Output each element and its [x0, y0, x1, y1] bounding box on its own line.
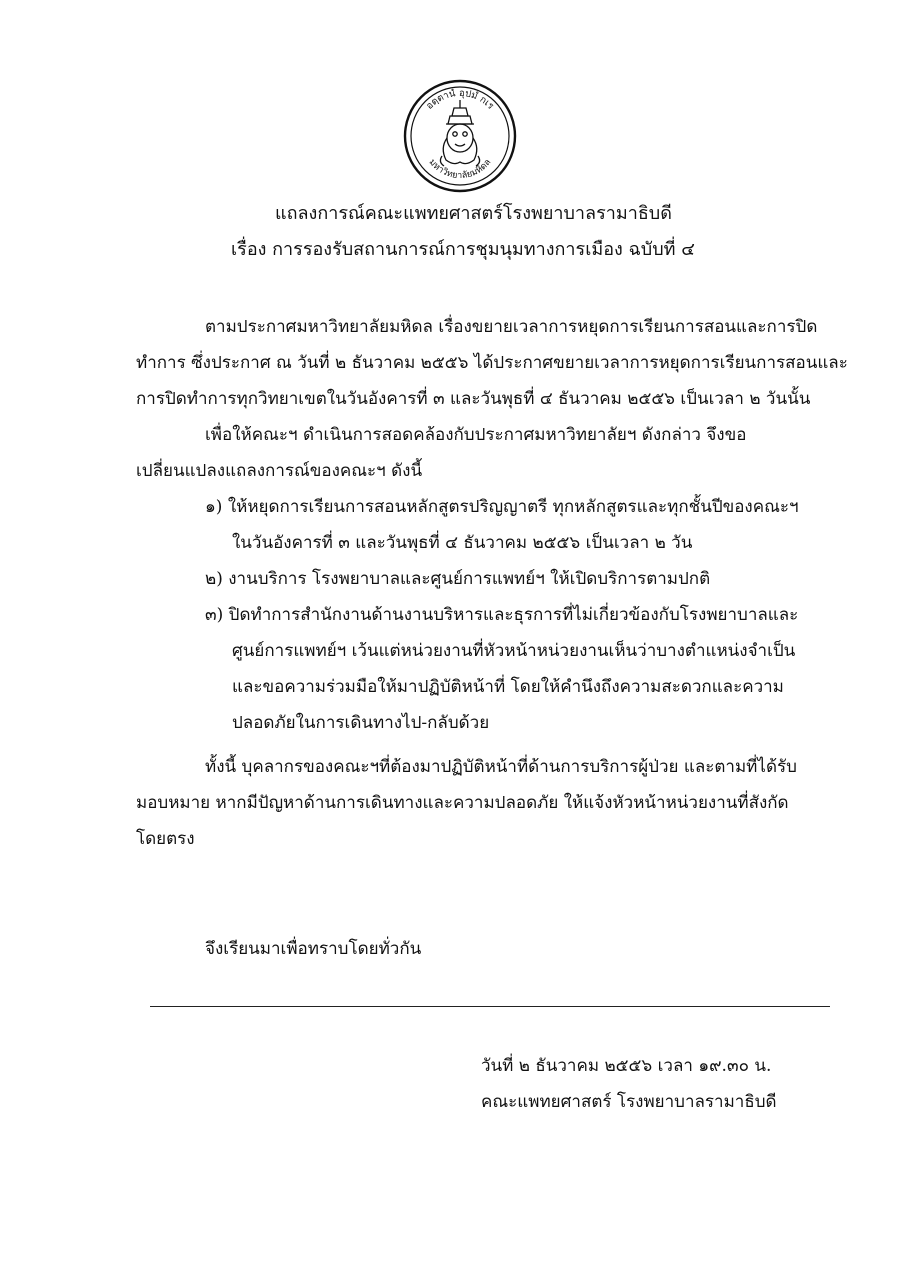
mahidol-university-seal: [402, 78, 518, 194]
closing-line: จึงเรียนมาเพื่อทราบโดยทั่วกัน: [205, 939, 422, 959]
list-item-3-line2: ศูนย์การแพทย์ฯ เว้นแต่หน่วยงานที่หัวหน้าหน่วยงานเห็นว่าบางตำแหน่งจำเป็น: [232, 641, 796, 661]
paragraph1-line2: ทำการ ซึ่งประกาศ ณ วันที่ ๒ ธันวาคม ๒๕๕๖ ได้ประกาศขยายเวลาการหยุดการเรียนการสอนและ: [136, 353, 848, 373]
paragraph3-line2: มอบหมาย หากมีปัญหาด้านการเดินทางและความปลอดภัย ให้แจ้งหัวหน้าหน่วยงานที่สังกัด: [136, 793, 789, 813]
announcement-title: แถลงการณ์คณะแพทยศาสตร์โรงพยาบาลรามาธิบดี: [275, 203, 672, 224]
paragraph1-line1: ตามประกาศมหาวิทยาลัยมหิดล เรื่องขยายเวลาการหยุดการเรียนการสอนและการปิด: [205, 317, 818, 337]
divider-line: [150, 1006, 830, 1007]
list-item-1-line1: ๑) ให้หยุดการเรียนการสอนหลักสูตรปริญญาตรี ทุกหลักสูตรและทุกชั้นปีของคณะฯ: [205, 497, 799, 517]
paragraph3-line1: ทั้งนี้ บุคลากรของคณะฯที่ต้องมาปฏิบัติหน้าที่ด้านการบริการผู้ป่วย และตามที่ได้รับ: [205, 757, 797, 777]
list-item-2-line1: ๒) งานบริการ โรงพยาบาลและศูนย์การแพทย์ฯ ให้เปิดบริการตามปกติ: [205, 569, 711, 589]
seal-bottom-text: มหาวิทยาลัยมหิดล: [426, 157, 494, 182]
paragraph2-line1: เพื่อให้คณะฯ ดำเนินการสอดคล้องกับประกาศมหาวิทยาลัยฯ ดังกล่าว จึงขอ: [205, 425, 747, 445]
seal-emblem-icon: [440, 100, 479, 166]
seal-top-text: อตฺตานํ อุปมํ กเร: [424, 87, 496, 112]
announcement-subject: เรื่อง การรองรับสถานการณ์การชุมนุมทางการเมือง ฉบับที่ ๔: [231, 239, 695, 260]
issuing-organization: คณะแพทยศาสตร์ โรงพยาบาลรามาธิบดี: [481, 1092, 777, 1112]
list-item-3-line1: ๓) ปิดทำการสำนักงานด้านงานบริหารและธุรการที่ไม่เกี่ยวข้องกับโรงพยาบาลและ: [205, 605, 799, 625]
issue-date: วันที่ ๒ ธันวาคม ๒๕๕๖ เวลา ๑๙.๓๐ น.: [481, 1056, 772, 1076]
paragraph2-line2: เปลี่ยนแปลงแถลงการณ์ของคณะฯ ดังนี้: [136, 461, 423, 481]
list-item-3-line3: และขอความร่วมมือให้มาปฏิบัติหน้าที่ โดยให้คำนึงถึงความสะดวกและความ: [232, 677, 784, 697]
svg-text:มหาวิทยาลัยมหิดล: [427, 158, 494, 181]
paragraph3-line3: โดยตรง: [136, 829, 195, 849]
list-item-3-line4: ปลอดภัยในการเดินทางไป-กลับด้วย: [232, 713, 490, 733]
list-item-1-line2: ในวันอังคารที่ ๓ และวันพุธที่ ๔ ธันวาคม ๒๕๕๖ เป็นเวลา ๒ วัน: [232, 533, 693, 553]
paragraph1-line3: การปิดทำการทุกวิทยาเขตในวันอังคารที่ ๓ และวันพุธที่ ๔ ธันวาคม ๒๕๕๖ เป็นเวลา ๒ วันนั้น: [136, 389, 811, 409]
